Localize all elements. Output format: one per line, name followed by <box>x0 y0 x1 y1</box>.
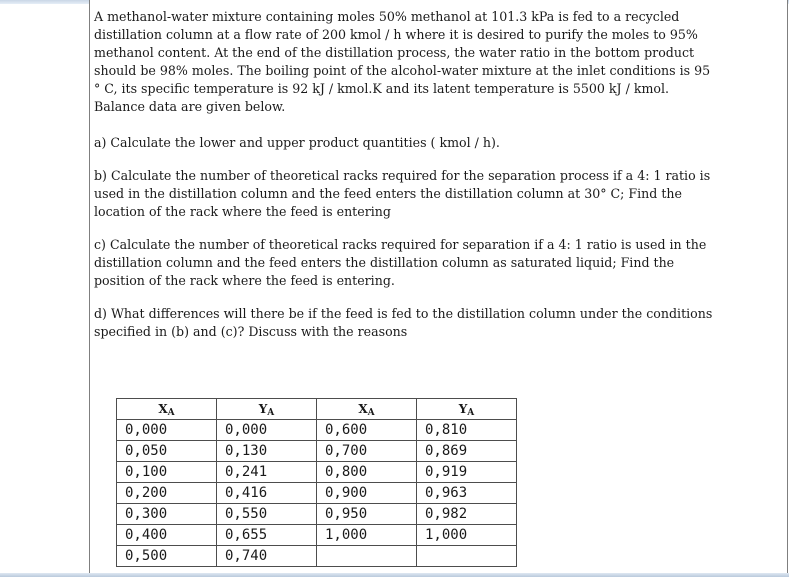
table-cell: 0,810 <box>417 420 517 441</box>
table-cell: 1,000 <box>317 525 417 546</box>
table-cell-empty <box>417 546 517 567</box>
table-cell: 0,919 <box>417 462 517 483</box>
table-row <box>117 525 517 546</box>
problem-intro: A methanol-water mixture containing moles 50% methanol at 101.3 kPa is fed to a recycled distillation column at a flow rate of 200 kmol / h where it is desired to purify the moles to 95% methanol content. At the end of the distillation process, the water ratio in the bottom product should be 98% moles. The boiling point of the alcohol-water mixture at the inlet conditions is 95 ° C, its specific temperature is 92 kJ / kmol.K and its latent temperature is 5500 kJ / kmol. Balance data are given below. <box>94 9 711 114</box>
table-cell: 0,300 <box>117 504 217 525</box>
table-header-row <box>117 399 517 420</box>
table-cell: 0,500 <box>117 546 217 567</box>
table-cell: 0,600 <box>317 420 417 441</box>
problem-text <box>94 8 714 356</box>
question-b: b) Calculate the number of theoretical racks required for the separation process if a 4: 1 ratio is used in the distillation column and the feed enters the distillation column at 30° C; Find the location of the rack where the feed is entering <box>94 168 711 219</box>
question-c: c) Calculate the number of theoretical racks required for separation if a 4: 1 ratio is used in the distillation column and the feed enters the distillation column as saturated liquid; Find the position of the rack where the feed is entering. <box>94 237 707 288</box>
table-cell: 0,700 <box>317 441 417 462</box>
window-bottom-border <box>0 573 789 577</box>
header-ya-1: $Y_A$ <box>217 399 317 420</box>
table-row <box>117 546 517 567</box>
table-cell: 0,100 <box>117 462 217 483</box>
table-cell: 0,241 <box>217 462 317 483</box>
equilibrium-data-table <box>116 398 517 567</box>
table-row <box>117 483 517 504</box>
table-row <box>117 504 517 525</box>
table-cell: 0,740 <box>217 546 317 567</box>
table-cell: 0,130 <box>217 441 317 462</box>
header-xa-2: $X_A$ <box>317 399 417 420</box>
table-cell: 0,416 <box>217 483 317 504</box>
table-cell: 0,963 <box>417 483 517 504</box>
header-ya-2: $Y_A$ <box>417 399 517 420</box>
equilibrium-table-wrapper <box>116 398 517 567</box>
table-cell: 0,000 <box>217 420 317 441</box>
table-row <box>117 462 517 483</box>
table-row <box>117 420 517 441</box>
table-cell: 0,550 <box>217 504 317 525</box>
table-cell: 1,000 <box>417 525 517 546</box>
document-page <box>89 0 788 573</box>
table-cell: 0,200 <box>117 483 217 504</box>
table-cell: 0,869 <box>417 441 517 462</box>
header-xa-1: $X_A$ <box>117 399 217 420</box>
table-row <box>117 441 517 462</box>
table-cell: 0,900 <box>317 483 417 504</box>
table-cell: 0,950 <box>317 504 417 525</box>
table-cell: 0,400 <box>117 525 217 546</box>
question-d: d) What differences will there be if the feed is fed to the distillation column under the conditions specified in (b) and (c)? Discuss with the reasons <box>94 306 713 339</box>
table-cell: 0,050 <box>117 441 217 462</box>
question-a: a) Calculate the lower and upper product quantities ( kmol / h). <box>94 135 500 150</box>
table-cell: 0,655 <box>217 525 317 546</box>
table-cell: 0,000 <box>117 420 217 441</box>
table-cell: 0,982 <box>417 504 517 525</box>
table-cell: 0,800 <box>317 462 417 483</box>
table-cell-empty <box>317 546 417 567</box>
